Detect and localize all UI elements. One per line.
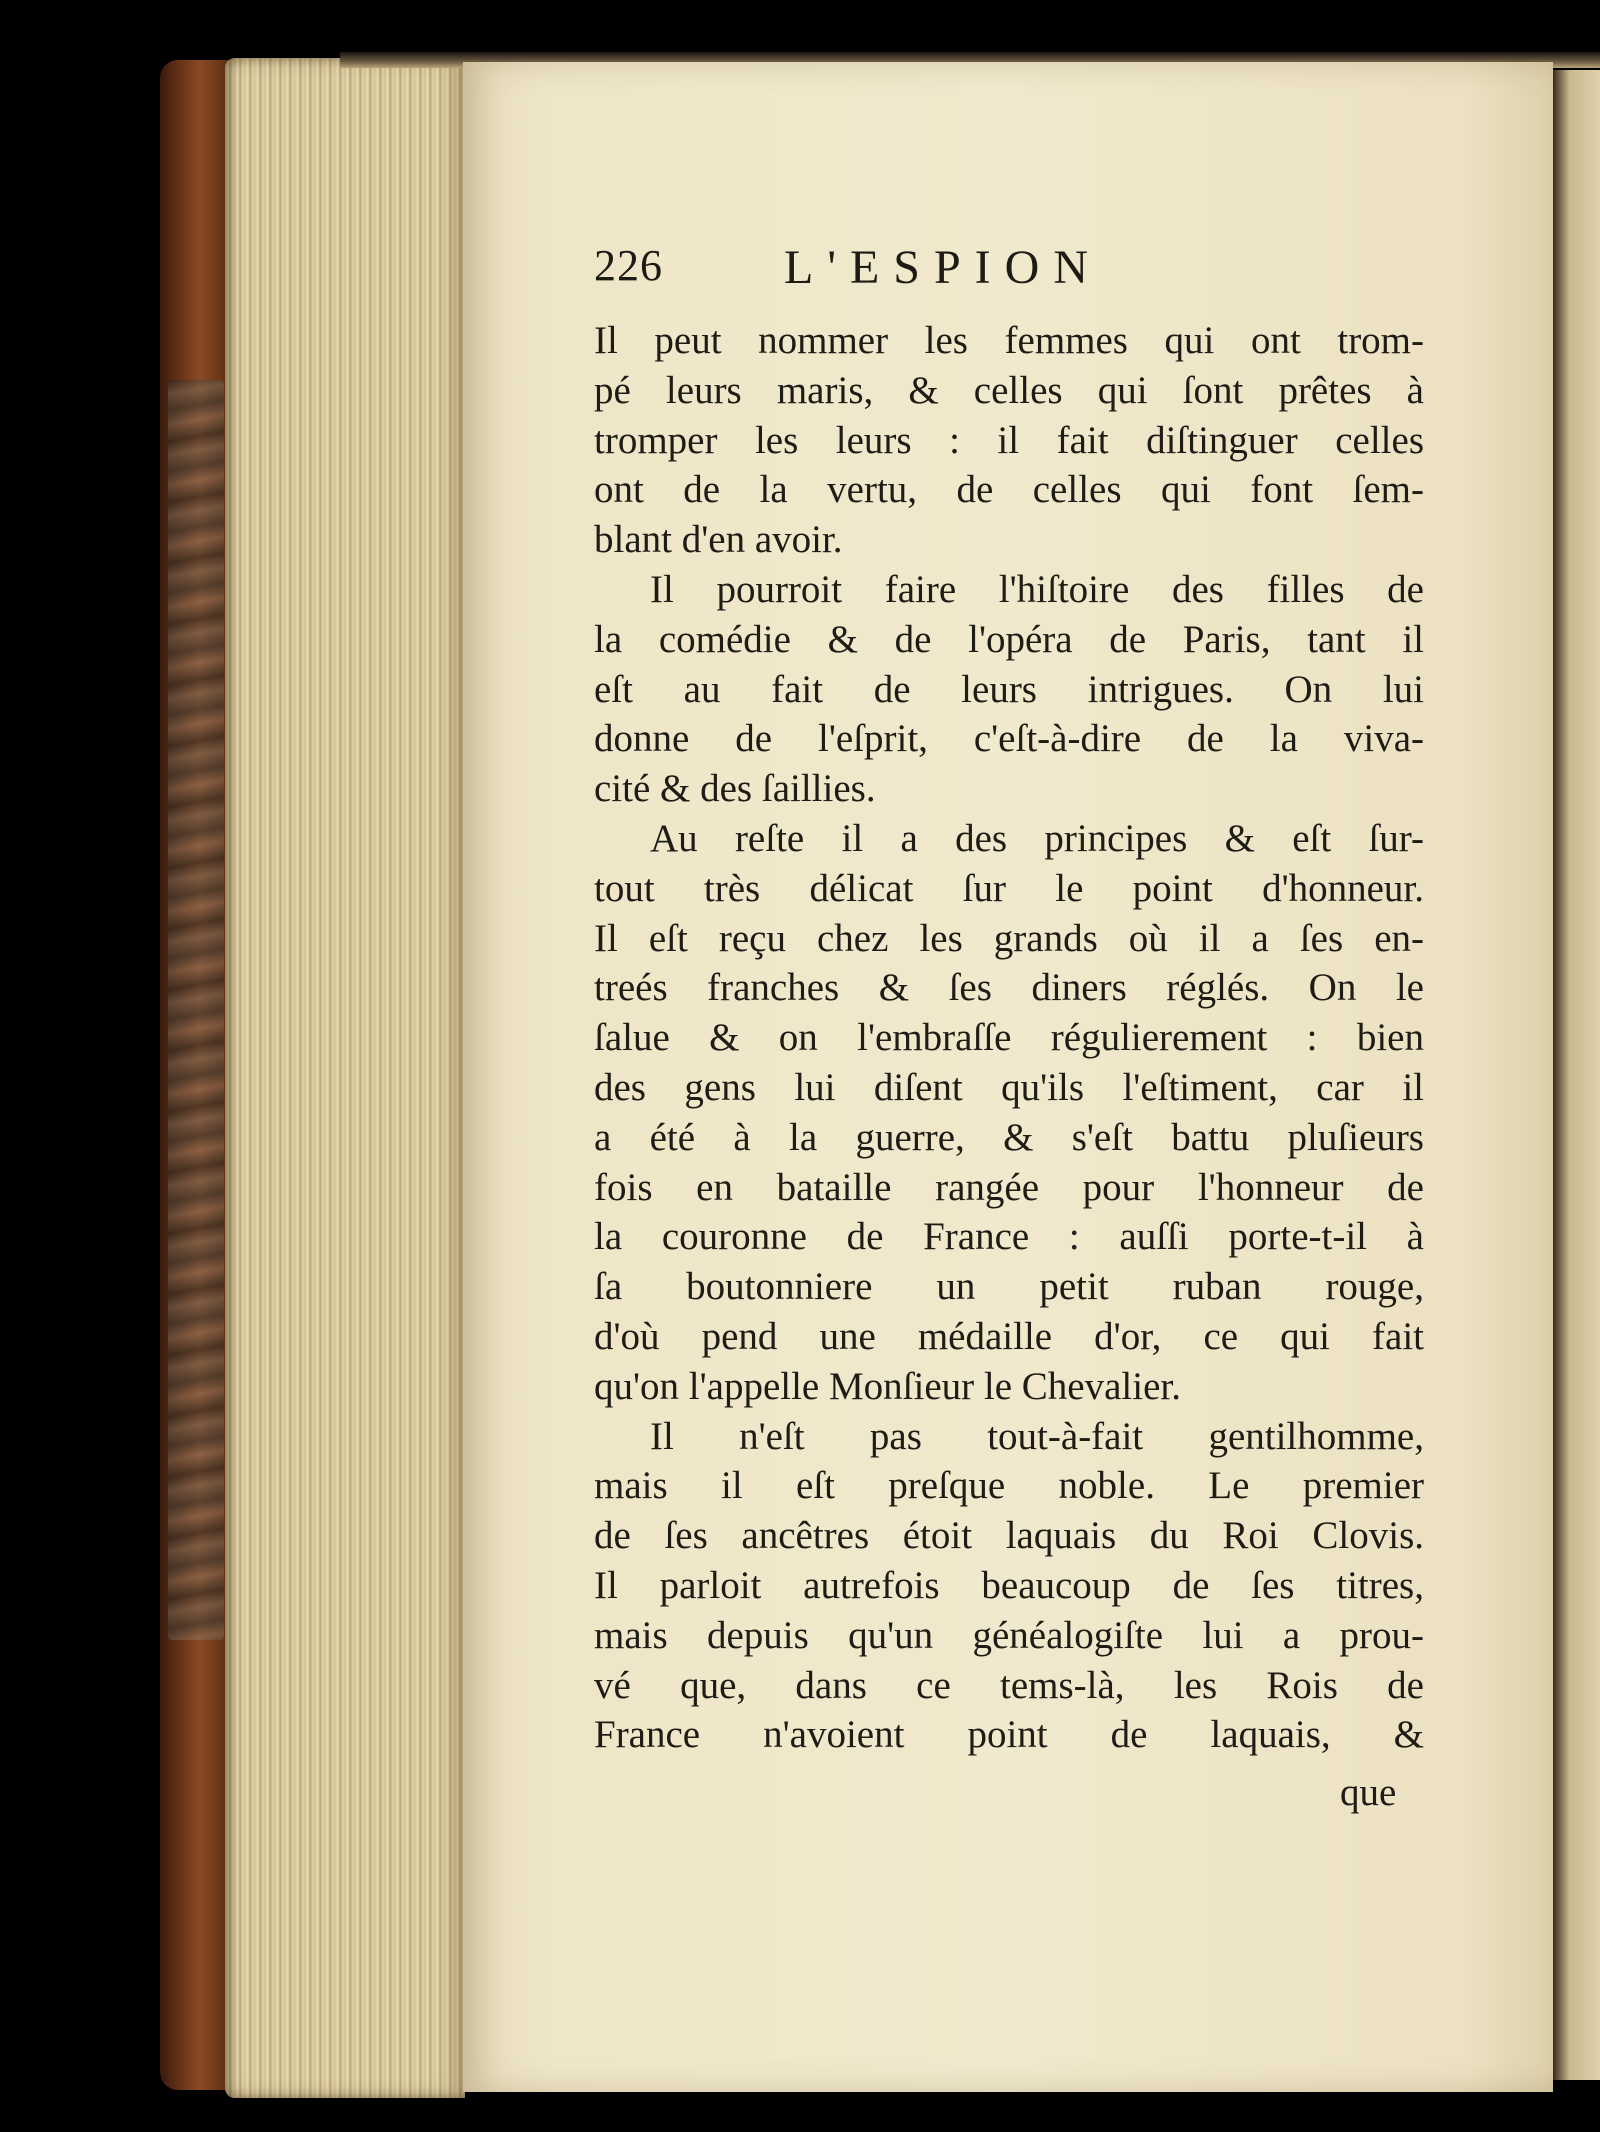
page-header: [594, 240, 1444, 310]
text-line: France n'avoient point de laquais, &: [594, 1713, 1424, 1757]
text-line: ſalue & on l'embraſſe régulierement : bien: [594, 1016, 1424, 1060]
running-title: L'ESPION: [784, 241, 1102, 294]
text-line: mais il eſt preſque noble. Le premier: [594, 1464, 1424, 1508]
text-line: la couronne de France : auſſi porte-t-il à: [594, 1215, 1424, 1259]
text-line: qu'on l'appelle Monſieur le Chevalier.: [594, 1364, 1181, 1408]
text-line: ont de la vertu, de celles qui font ſem-: [594, 468, 1424, 512]
text-line: blant d'en avoir.: [594, 518, 843, 562]
text-line: cité & des ſaillies.: [594, 767, 876, 811]
text-line: vé que, dans ce tems-là, les Rois de: [594, 1663, 1424, 1707]
text-line: fois en bataille rangée pour l'honneur de: [594, 1165, 1424, 1209]
body-text: [594, 316, 1424, 1760]
text-line: la comédie & de l'opéra de Paris, tant il: [594, 617, 1424, 661]
text-line: ſa boutonniere un petit ruban rouge,: [594, 1265, 1424, 1309]
text-line: Il peut nommer les femmes qui ont trom-: [594, 319, 1424, 362]
facing-page-edge: [1553, 70, 1600, 2080]
page-number: 226: [594, 241, 663, 290]
text-line: de ſes ancêtres étoit laquais du Roi Clovis.: [594, 1514, 1424, 1558]
text-line: a été à la guerre, & s'eſt battu pluſieurs: [594, 1115, 1424, 1159]
text-line: Il eſt reçu chez les grands où il a ſes en-: [594, 916, 1424, 960]
text-line: mais depuis qu'un généalogiſte lui a prou-: [594, 1613, 1424, 1657]
marbled-board: [168, 380, 224, 1640]
text-line: des gens lui diſent qu'ils l'eſtiment, car il: [594, 1065, 1424, 1109]
page-edges: [225, 58, 465, 2098]
catchword: que: [1340, 1771, 1397, 1814]
text-line: eſt au fait de leurs intrigues. On lui: [594, 667, 1424, 711]
text-line: d'où pend une médaille d'or, ce qui fait: [594, 1314, 1424, 1358]
text-line: Il pourroit faire l'hiſtoire des filles de: [650, 567, 1424, 611]
text-line: Il parloit autrefois beaucoup de ſes titres,: [594, 1563, 1424, 1607]
text-line: pé leurs maris, & celles qui ſont prêtes à: [594, 368, 1424, 412]
text-line: Il n'eſt pas tout-à-fait gentilhomme,: [650, 1414, 1424, 1458]
text-line: donne de l'eſprit, c'eſt-à-dire de la viva-: [594, 717, 1424, 761]
text-line: tromper les leurs : il fait diſtinguer celles: [594, 418, 1424, 462]
text-line: Au reſte il a des principes & eſt ſur-: [650, 816, 1424, 860]
text-line: tout très délicat ſur le point d'honneur.: [594, 866, 1424, 910]
text-line: treés franches & ſes diners réglés. On le: [594, 966, 1424, 1010]
